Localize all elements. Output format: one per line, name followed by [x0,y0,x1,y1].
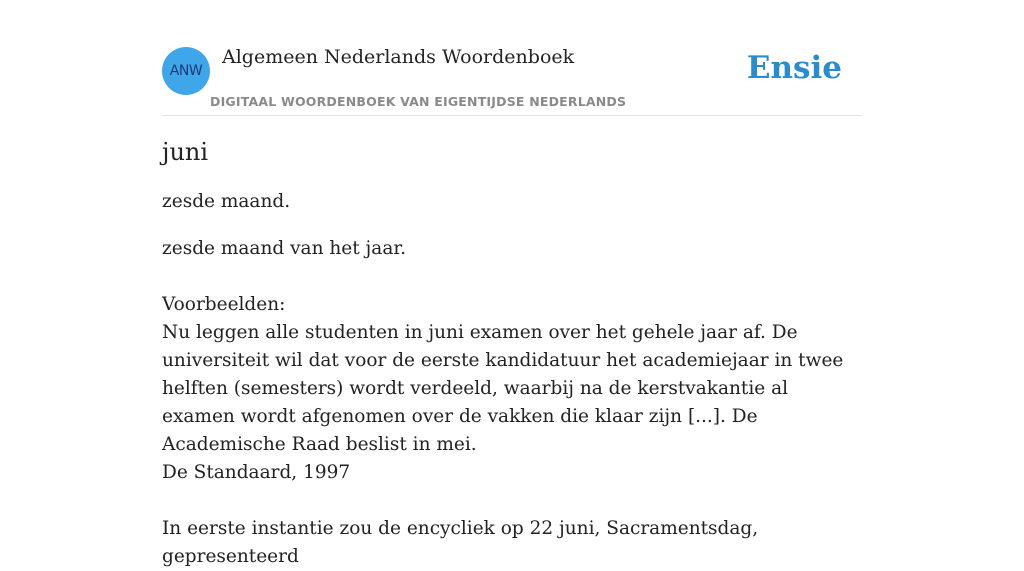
site-header [162,46,862,116]
ensie-brand-link[interactable]: Ensie [746,50,842,86]
short-definition: zesde maand. [162,191,291,212]
examples-label: Voorbeelden: [162,294,286,315]
anw-logo[interactable]: ANW [162,47,210,95]
example-source: De Standaard, 1997 [162,462,351,483]
site-title[interactable]: Algemeen Nederlands Woordenboek [222,46,575,68]
spacer [162,487,862,515]
long-definition: zesde maand van het jaar. [162,238,407,259]
entry-content [162,188,862,571]
page [162,0,862,571]
example-text: In eerste instantie zou de encycliek op 22 juni, Sacramentsdag, gepresenteerd [162,518,759,567]
site-subtitle: DIGITAAL WOORDENBOEK VAN EIGENTIJDSE NEDERLANDS [210,94,627,109]
headword: juni [162,138,209,166]
example-text: Nu leggen alle studenten in juni examen over het gehele jaar af. De universiteit wil dat voor de eerste kandidatuur het academiejaar in twee helften (semesters) wordt verdeeld, waarbij na de kerstvakantie al examen wordt afgenomen over de vakken die klaar zijn [...]. De Academische Raad beslist in mei. [162,322,844,455]
